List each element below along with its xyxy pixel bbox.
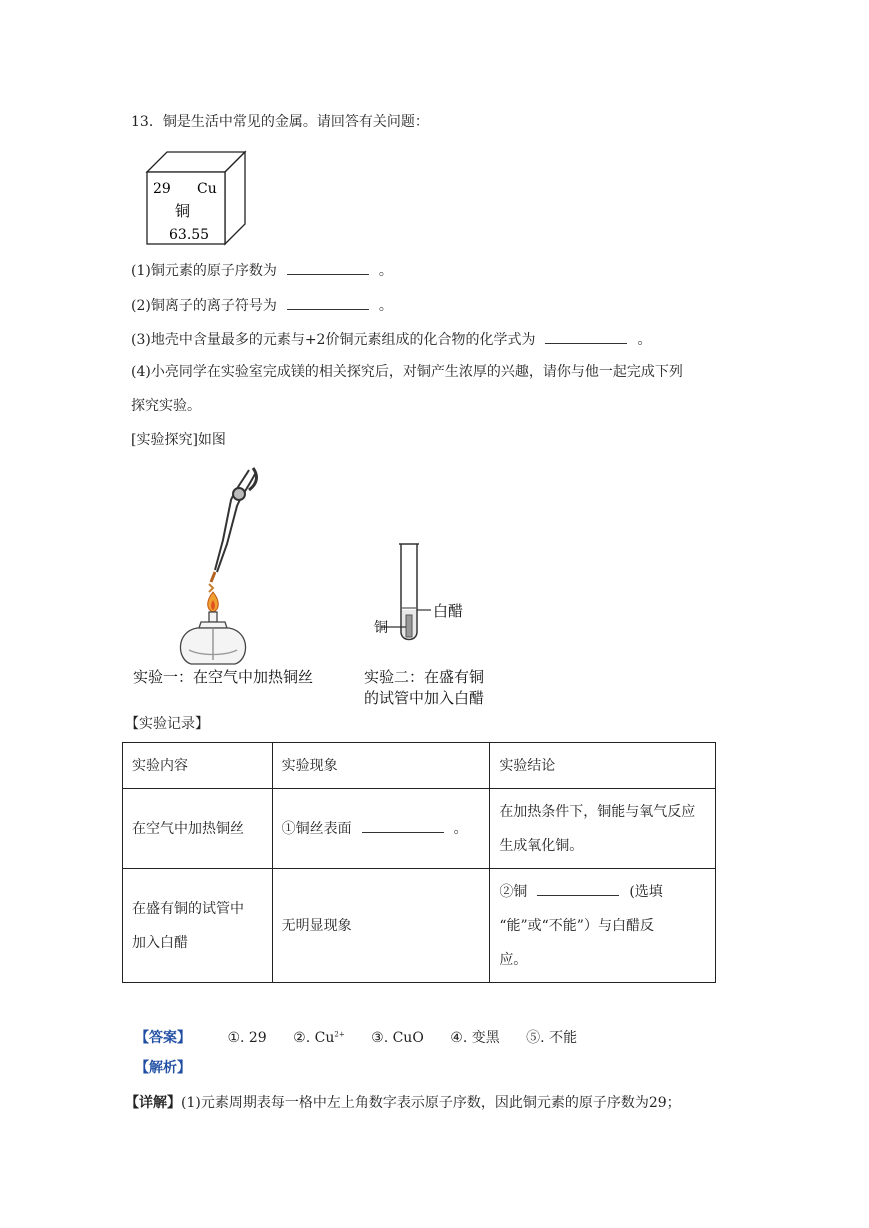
subquestion-2: (2)铜离子的离子符号为 。 — [131, 295, 393, 316]
label-copper: 铜 — [374, 620, 388, 636]
header-content: 实验内容 — [123, 743, 273, 789]
answer-blank[interactable] — [362, 818, 444, 833]
element-cell-copper — [145, 150, 247, 250]
explore-label: [实验探究]如图 — [131, 432, 226, 448]
element-name: 铜 — [175, 202, 191, 220]
element-number: 29 — [153, 181, 171, 197]
detail-label: 【详解】 — [125, 1095, 181, 1111]
table-header-row — [123, 743, 716, 789]
row2-conclusion: ②铜 (选填 “能”或“不能”）与白醋反 应。 — [490, 869, 716, 983]
exp1-caption: 实验一：在空气中加热铜丝 — [133, 668, 314, 686]
answer-line — [135, 1024, 599, 1048]
answer-blank[interactable] — [545, 329, 627, 344]
detail-text: (1)元素周期表每一格中左上角数字表示原子序数，因此铜元素的原子序数为29； — [181, 1095, 681, 1111]
experiment-figure — [131, 460, 511, 710]
exp2-caption-line1: 实验二：在盛有铜 — [364, 668, 485, 686]
subquestion-3: (3)地壳中含量最多的元素与+2价铜元素组成的化合物的化学式为 。 — [131, 329, 651, 350]
answer-item-5: ⑤. 不能 — [526, 1029, 578, 1046]
subquestion-4-line2: 探究实验。 — [131, 398, 201, 414]
test-tube-icon — [381, 544, 431, 640]
answer-item-3: ③. CuO — [371, 1029, 424, 1046]
label-vinegar: 白醋 — [433, 602, 464, 620]
analysis-label: 【解析】 — [135, 1060, 191, 1076]
row1-phenomenon: ①铜丝表面 。 — [272, 789, 490, 869]
answer-item-2: ②. $Cu^{2+}$ — [293, 1029, 345, 1046]
answer-blank[interactable] — [287, 260, 369, 275]
answer-item-4: ④. 变黑 — [450, 1029, 500, 1046]
answer-label: 【答案】 — [135, 1029, 191, 1046]
table-row — [123, 789, 716, 869]
header-phenomenon: 实验现象 — [272, 743, 490, 789]
copper-wire-icon — [209, 572, 215, 592]
tongs-icon — [215, 468, 256, 572]
element-symbol: Cu — [197, 181, 217, 197]
row1-conclusion: 在加热条件下，铜能与氧气反应 生成氧化铜。 — [490, 789, 716, 869]
element-mass: 63.55 — [169, 227, 210, 243]
row2-phenomenon: 无明显现象 — [272, 869, 490, 983]
flame-icon — [208, 592, 219, 612]
row2-content: 在盛有铜的试管中 加入白醋 — [123, 869, 273, 983]
answer-item-1: ①. 29 — [227, 1029, 267, 1046]
row1-content: 在空气中加热铜丝 — [123, 789, 273, 869]
question-title: 13．铜是生活中常见的金属。请回答有关问题： — [131, 114, 429, 130]
detail-line — [125, 1093, 681, 1113]
subquestion-1: (1)铜元素的原子序数为 。 — [131, 260, 393, 281]
table-row — [123, 869, 716, 983]
record-label: 【实验记录】 — [125, 716, 209, 732]
exp2-caption-line2: 的试管中加入白醋 — [364, 689, 485, 707]
header-conclusion: 实验结论 — [490, 743, 716, 789]
alcohol-lamp-icon — [180, 612, 245, 664]
subquestion-4-line1: (4)小亮同学在实验室完成镁的相关探究后，对铜产生浓厚的兴趣，请你与他一起完成下列 — [131, 364, 683, 380]
answer-blank[interactable] — [537, 881, 619, 896]
answer-blank[interactable] — [287, 295, 369, 310]
experiment-record-table — [122, 742, 716, 983]
